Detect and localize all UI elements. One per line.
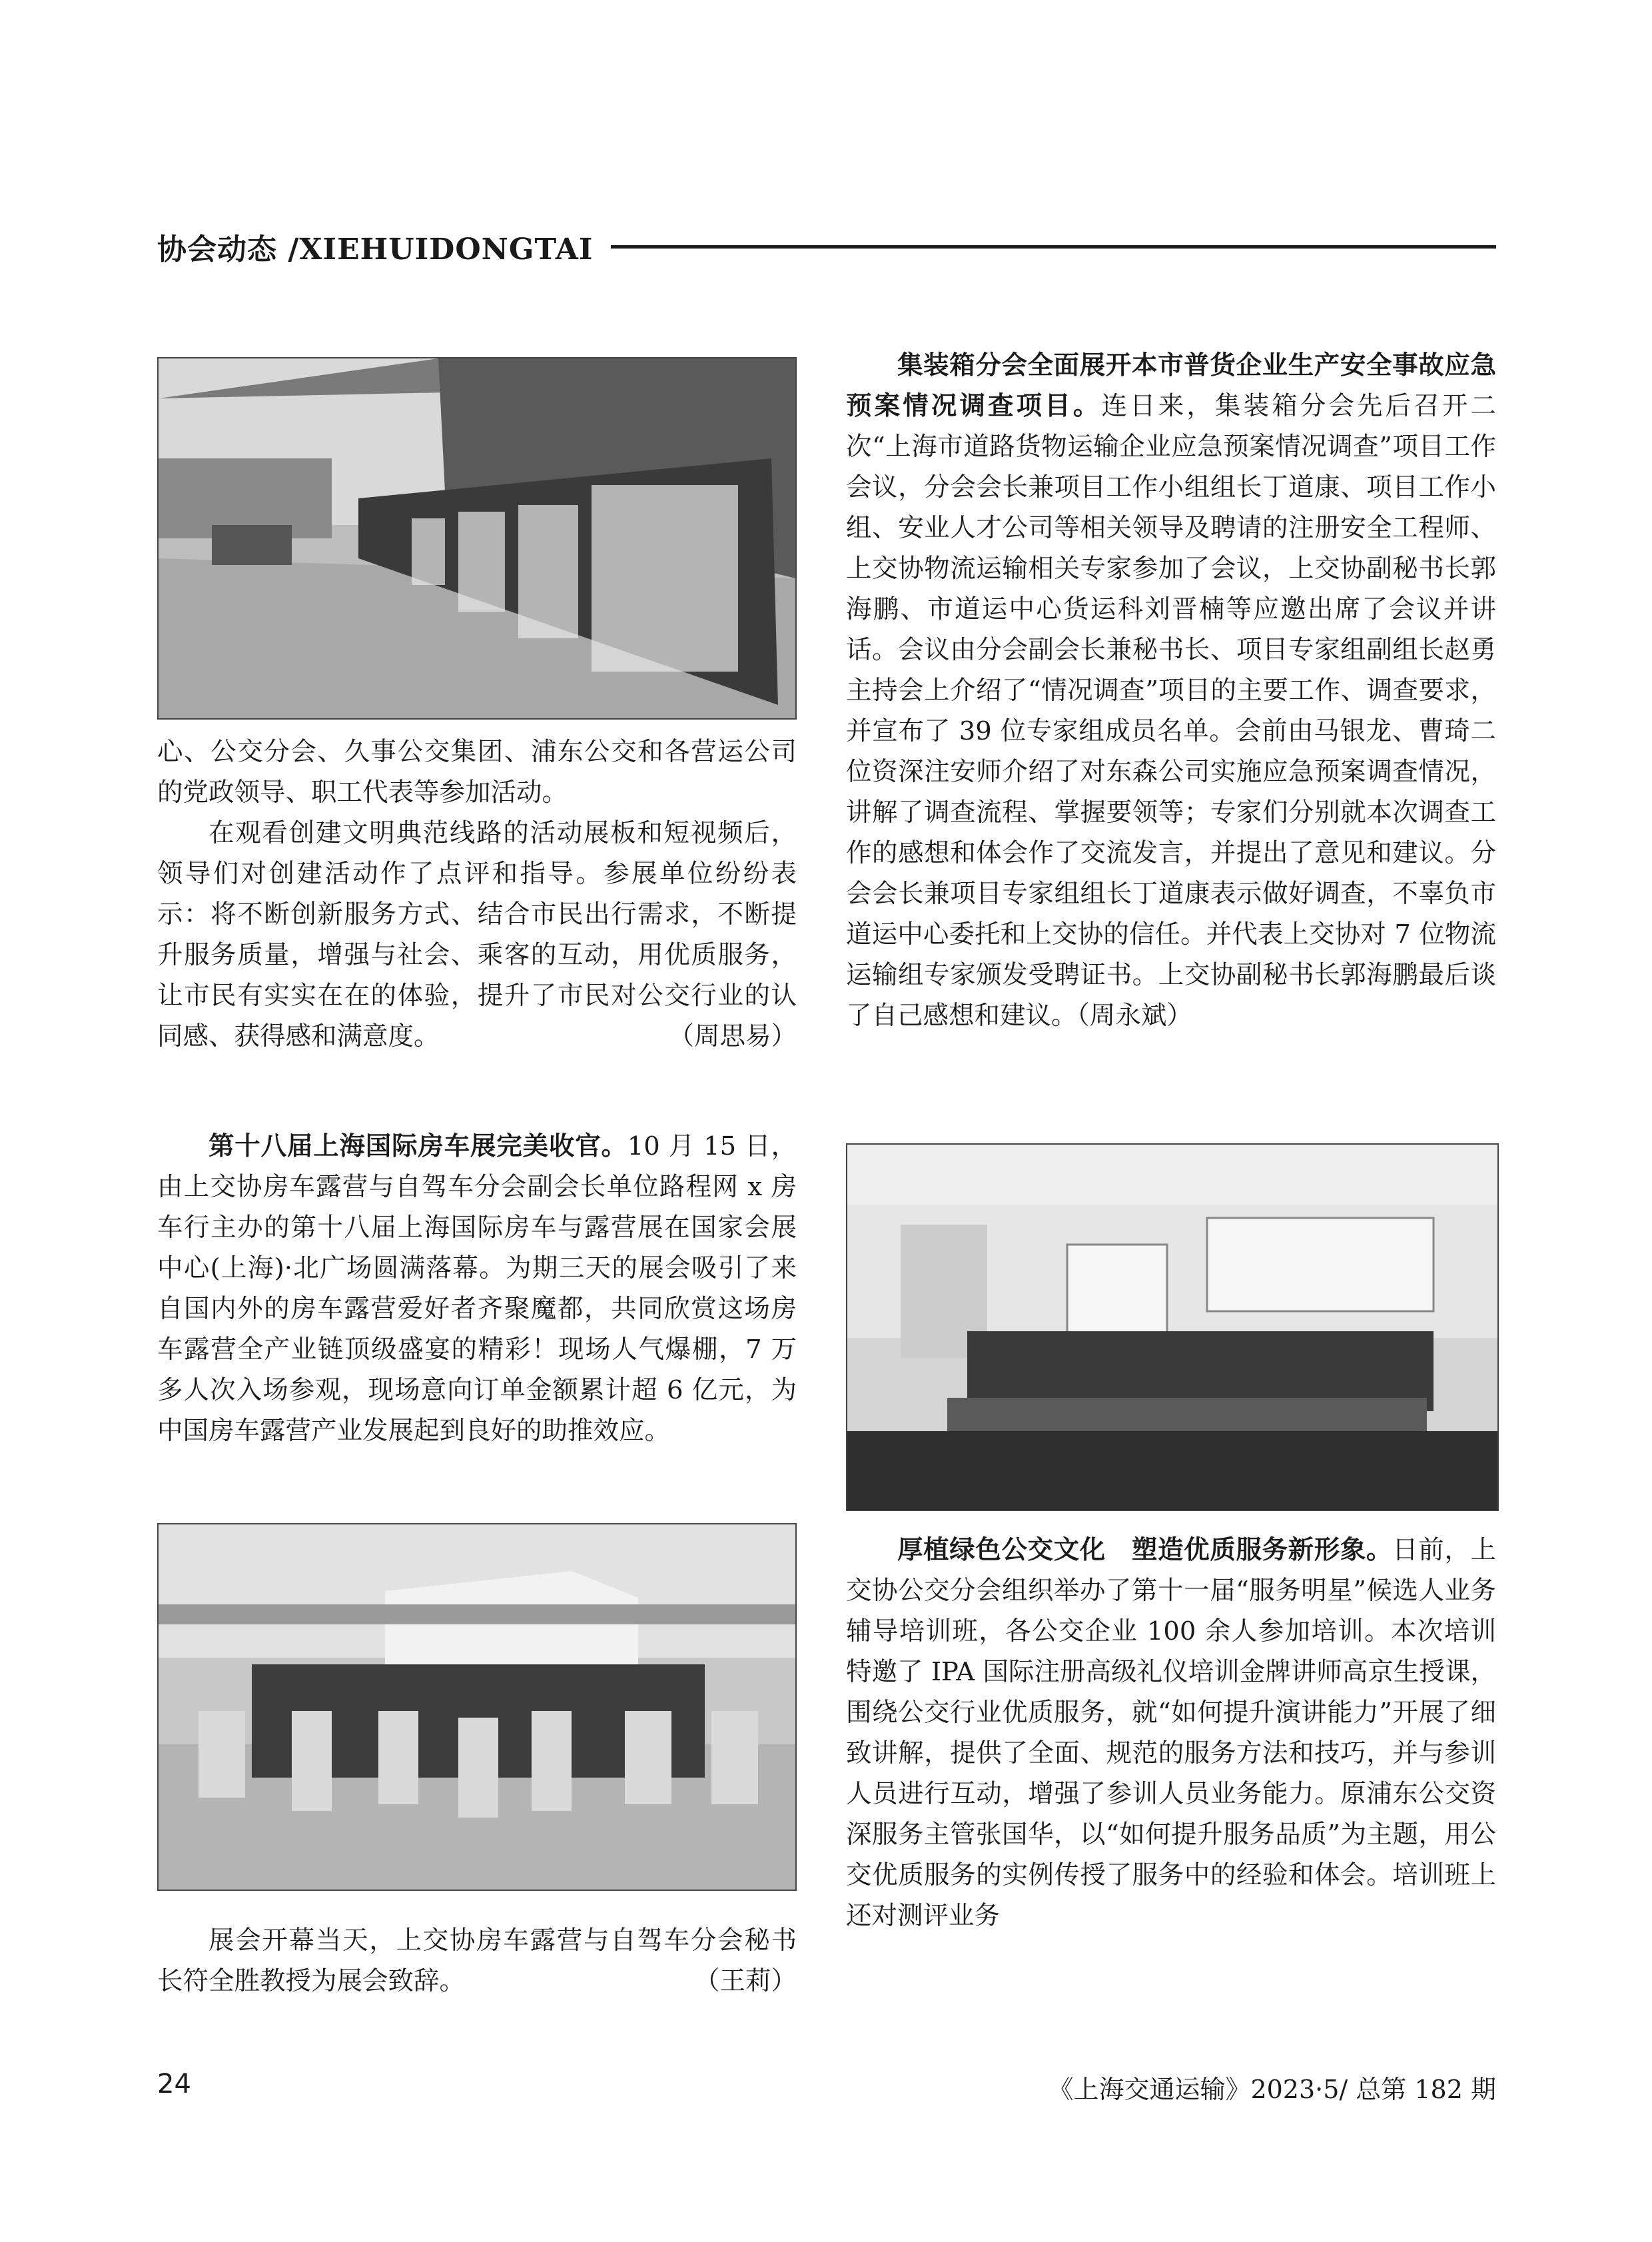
paragraph-review — [157, 813, 797, 1057]
byline-author: （王莉） — [693, 1966, 797, 1996]
photo-rv-show-ceremony — [157, 1523, 797, 1891]
header-rule — [611, 245, 1496, 249]
section-header — [157, 227, 1496, 267]
headline-bus-culture: 厚植绿色公交文化 塑造优质服务新形象。 — [897, 1535, 1393, 1565]
photo-exhibition-boards — [157, 357, 797, 720]
page-number: 24 — [157, 2069, 191, 2099]
paragraph-bus-culture — [846, 1530, 1496, 1936]
byline-author: （周思易） — [668, 1021, 797, 1051]
paragraph-rv-show — [157, 1126, 797, 1451]
journal-issue: 《上海交通运输》2023·5/ 总第 182 期 — [1048, 2075, 1496, 2104]
photo-meeting-room — [846, 1143, 1499, 1511]
paragraph-activity-end: 心、公交分会、久事公交集团、浦东公交和各营运公司的党政领导、职工代表等参加活动。 — [157, 737, 797, 808]
paragraph-container-branch-text: 连日来，集装箱分会先后召开二次“上海市道路货物运输企业应急预案情况调查”项目工作会议，分会会长兼项目工作小组组长丁道康、项目工作小组、安业人才公司等相关领导及聘请的注册安全工程师、上交协物流运输相关专家参加了会议，上交协副秘书长郭海鹏、市道运中心货运科刘晋楠等应邀出席了会议并讲话。会议由分会副会长兼秘书长、项目专家组副组长赵勇主持会上介绍了“情况调查”项目的主要工作、调查要求，并宣布了 39 位专家组成员名单。会前由马银龙、曹琦二位资深注安师介绍了对东森公司实施应急预案调查情况，讲解了调查流程、掌握要领等；专家们分别就本次调查工作的感想和体会作了交流发言，并提出了意见和建议。分会会长兼项目专家组组长丁道康表示做好调查，不辜负市道运中心委托和上交协的信任。并代表上交协对 7 位物流运输组专家颁发受聘证书。上交协副秘书长郭海鹏最后谈了自己感想和建议。 — [846, 391, 1496, 1031]
paragraph-container-branch — [846, 345, 1496, 1036]
paragraph-bus-culture-text: 日前，上交协公交分会组织举办了第十一届“服务明星”候选人业务辅导培训班，各公交企业 100 余人参加培训。本次培训特邀了 IPA 国际注册高级礼仪培训金牌讲师高京生授课，围绕公交行业优质服务，就“如何提升演讲能力”开展了细致讲解，提供了全面、规范的服务方法和技巧，并与参训人员进行互动，增强了参训人员业务能力。原浦东公交资深服务主管张国华，以“如何提升服务品质”为主题，用公交优质服务的实例传授了服务中的经验和体会。培训班上还对测评业务 — [846, 1535, 1496, 1931]
section-title: 协会动态 /XIEHUIDONGTAI — [157, 233, 594, 267]
paragraph-review-text: 在观看创建文明典范线路的活动展板和短视频后，领导们对创建活动作了点评和指导。参展单位纷纷表示：将不断创新服务方式、结合市民出行需求，不断提升服务质量，增强与社会、乘客的互动，用优质服务，让市民有实实在在的体验，提升了市民对公交行业的认同感、获得感和满意度。 — [157, 818, 797, 1051]
byline-author: （周永斌） — [1076, 1001, 1192, 1031]
paragraph-opening-speech — [157, 1920, 797, 2001]
paragraph-opening-speech-text: 展会开幕当天，上交协房车露营与自驾车分会秘书长符全胜教授为展会致辞。 — [157, 1926, 797, 1996]
paragraph-rv-show-text: 10 月 15 日，由上交协房车露营与自驾车分会副会长单位路程网 x 房车行主办的第十八届上海国际房车与露营展在国家会展中心(上海)·北广场圆满落幕。为期三天的展会吸引了来自国内外的房车露营爱好者齐聚魔都，共同欣赏这场房车露营全产业链顶级盛宴的精彩！现场人气爆棚，7 万多人次入场参观，现场意向订单金额累计超 6 亿元，为中国房车露营产业发展起到良好的助推效应。 — [157, 1131, 797, 1446]
headline-container-branch: 集装箱分会全面展开本市普货企业生产安全事故应急预案情况调查项目。 — [846, 350, 1496, 421]
headline-rv-show: 第十八届上海国际房车展完美收官。 — [208, 1131, 627, 1161]
